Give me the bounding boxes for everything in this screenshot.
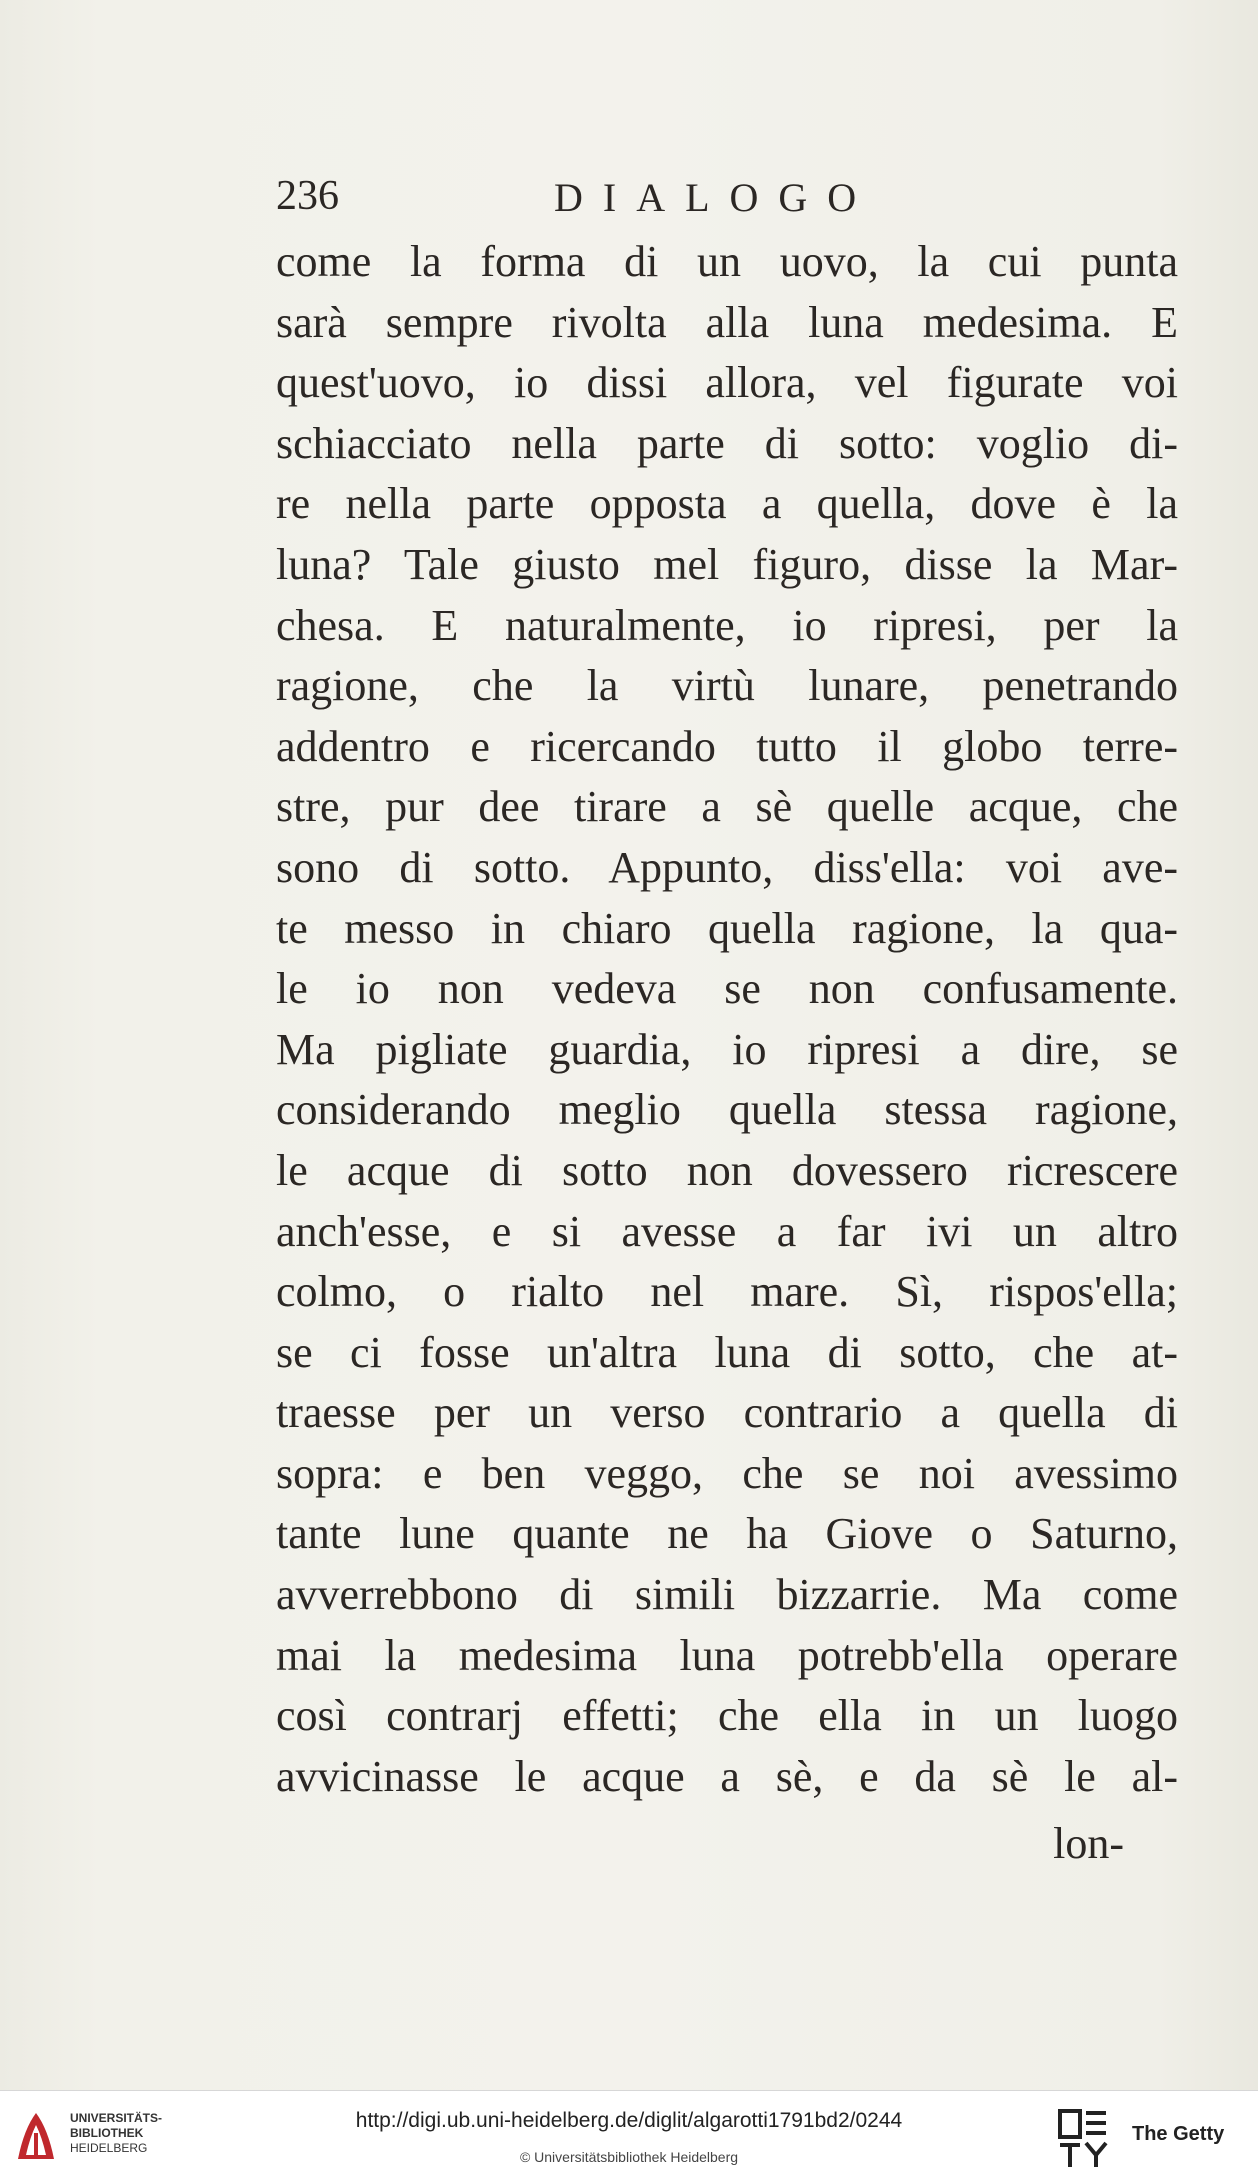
text-line: stre, pur dee tirare a sè quelle acque, che bbox=[276, 782, 1178, 832]
text-line: se ci fosse un'altra luna di sotto, che at- bbox=[276, 1327, 1178, 1377]
text-line: te messo in chiaro quella ragione, la qua- bbox=[276, 903, 1178, 953]
text-line: sono di sotto. Appunto, diss'ella: voi ave- bbox=[276, 842, 1178, 892]
text-line: mai la medesima luna potrebb'ella operare bbox=[276, 1630, 1178, 1680]
text-line: Ma pigliate guardia, io ripresi a dire, se bbox=[276, 1024, 1178, 1074]
text-line: quest'uovo, io dissi allora, vel figurate voi bbox=[276, 358, 1178, 408]
viewer-footer bbox=[0, 2090, 1258, 2183]
text-line: luna? Tale giusto mel figuro, disse la Mar- bbox=[276, 539, 1178, 589]
text-line: avvicinasse le acque a sè, e da sè le al- bbox=[276, 1751, 1178, 1801]
text-line: schiacciato nella parte di sotto: voglio di- bbox=[276, 418, 1178, 468]
text-line: sarà sempre rivolta alla luna medesima. E bbox=[276, 297, 1178, 347]
text-line: re nella parte opposta a quella, dove è la bbox=[276, 479, 1178, 529]
running-title: DIALOGO bbox=[554, 175, 877, 220]
text-line: chesa. E naturalmente, io ripresi, per la bbox=[276, 600, 1178, 650]
institution-name: UNIVERSITÄTS- BIBLIOTHEK HEIDELBERG bbox=[70, 2111, 163, 2155]
body-text bbox=[276, 232, 1178, 1807]
text-line: colmo, o rialto nel mare. Sì, rispos'ella; bbox=[276, 1267, 1178, 1317]
text-line: traesse per un verso contrario a quella di bbox=[276, 1388, 1178, 1438]
copyright-notice: © Universitätsbibliothek Heidelberg bbox=[519, 2149, 739, 2165]
text-line: come la forma di un uovo, la cui punta bbox=[276, 237, 1178, 286]
text-line: tante lune quante ne ha Giove o Saturno, bbox=[276, 1509, 1178, 1559]
text-line: così contrarj effetti; che ella in un luogo bbox=[276, 1691, 1178, 1741]
partner-name: The Getty bbox=[1132, 2123, 1225, 2145]
text-line: le acque di sotto non dovessero ricrescere bbox=[276, 1145, 1178, 1195]
page-header bbox=[276, 172, 1176, 232]
text-line: ragione, che la virtù lunare, penetrando bbox=[276, 661, 1178, 711]
catchword: lon- bbox=[1053, 1819, 1124, 1868]
text-line: anch'esse, e si avesse a far ivi un altro bbox=[276, 1206, 1178, 1256]
getty-logo-icon bbox=[1058, 2109, 1108, 2169]
permalink-url[interactable]: http://digi.ub.uni-heidelberg.de/diglit/algarotti1791bd2/0244 bbox=[355, 2109, 903, 2132]
text-line: avverrebbono di simili bizzarrie. Ma come bbox=[276, 1570, 1178, 1620]
text-line: considerando meglio quella stessa ragione, bbox=[276, 1085, 1178, 1135]
text-line: sopra: e ben veggo, che se noi avessimo bbox=[276, 1448, 1178, 1498]
text-line: addentro e ricercando tutto il globo terre- bbox=[276, 721, 1178, 771]
text-line: le io non vedeva se non confusamente. bbox=[276, 964, 1178, 1014]
page-number: 236 bbox=[276, 173, 339, 219]
